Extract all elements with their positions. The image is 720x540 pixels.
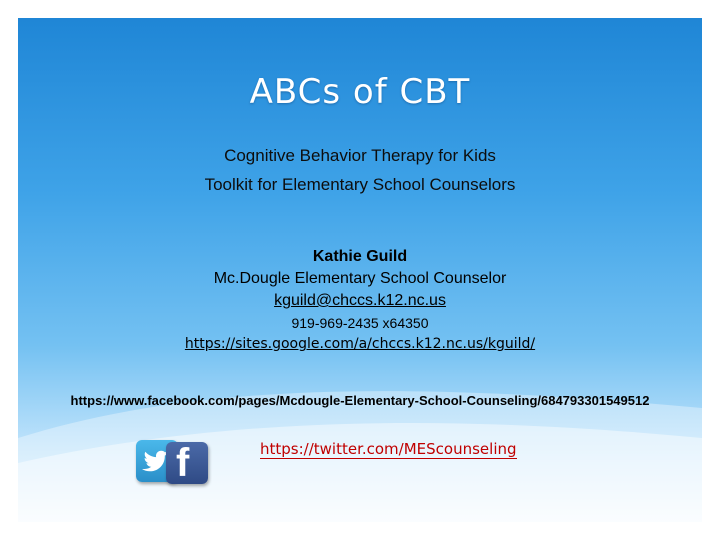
phone-number: 919-969-2435 x64350 xyxy=(291,315,429,331)
website-link[interactable]: https://sites.google.com/a/chccs.k12.nc.us/kguild/ xyxy=(184,336,536,352)
subtitle-line-1: Cognitive Behavior Therapy for Kids xyxy=(224,146,496,165)
social-icons xyxy=(136,438,210,488)
slide-title: ABCs of CBT xyxy=(249,72,471,112)
subtitle-line-2: Toolkit for Elementary School Counselors xyxy=(204,175,516,194)
facebook-link[interactable]: https://www.facebook.com/pages/Mcdougle-Elementary-School-Counseling/684793301549512 xyxy=(70,393,650,408)
facebook-icon[interactable]: f xyxy=(166,442,208,484)
author-role: Mc.Dougle Elementary School Counselor xyxy=(213,270,507,287)
email-link[interactable]: kguild@chccs.k12.nc.us xyxy=(274,292,446,309)
twitter-link[interactable]: https://twitter.com/MEScounseling xyxy=(260,440,517,458)
author-name: Kathie Guild xyxy=(312,248,408,265)
